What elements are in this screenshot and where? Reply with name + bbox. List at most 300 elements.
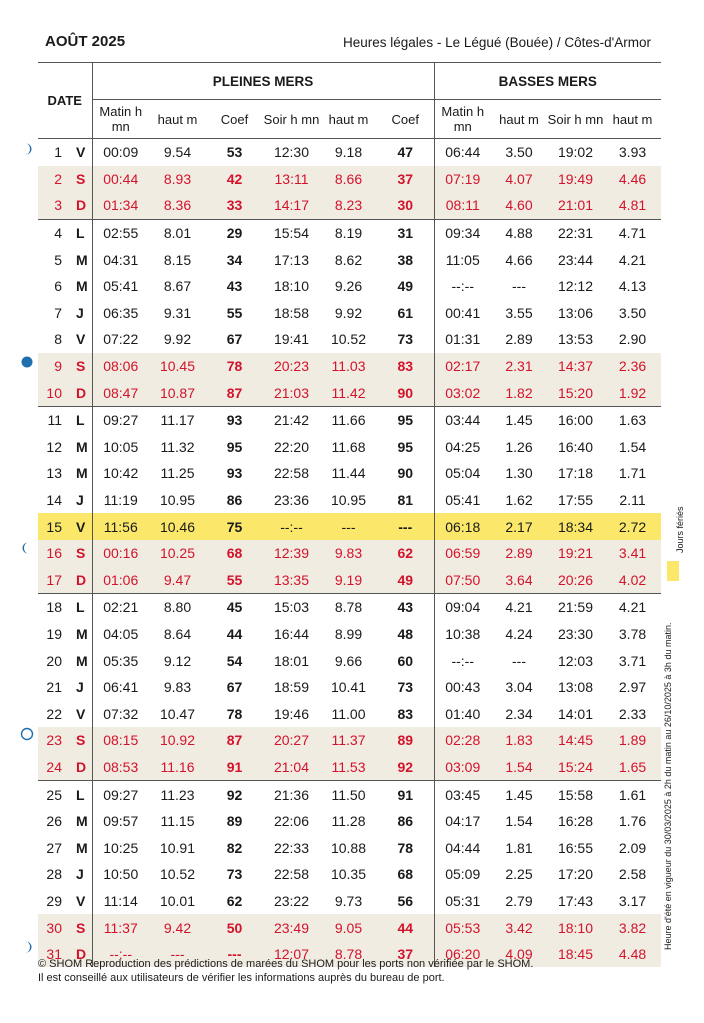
pm-matin-height: 8.93 (149, 166, 206, 193)
pm-matin-height: 11.32 (160, 438, 195, 455)
day-number: 6 (54, 278, 62, 295)
pm-soir-coef: 56 (397, 892, 414, 909)
bm-matin-time: 03:09 (434, 754, 491, 781)
pm-soir-time: 21:42 (263, 406, 320, 433)
bm-soir-height: 2.58 (618, 866, 647, 883)
bm-matin-height: --- (512, 652, 526, 669)
table-row (38, 861, 661, 888)
pm-matin-time: 02:55 (92, 219, 149, 246)
bm-soir-height: 1.71 (618, 465, 647, 482)
day-number: 3 (38, 192, 68, 219)
first-quarter-icon (20, 940, 34, 954)
pm-soir-height: 11.50 (320, 781, 377, 808)
bm-matin-time: 07:19 (434, 166, 491, 193)
bm-matin-height: 3.64 (491, 567, 547, 594)
pm-soir-time: 22:33 (273, 839, 310, 856)
pm-matin-coef: 53 (226, 144, 243, 161)
day-number: 31 (38, 941, 68, 968)
pm-soir-coef: 95 (397, 438, 414, 455)
pm-soir-coef: 37 (377, 941, 434, 968)
pm-soir-height: 11.53 (320, 754, 377, 781)
weekday: M (76, 652, 88, 669)
table-row (38, 460, 661, 487)
bm-matin-time: 04:25 (434, 434, 491, 461)
pm-matin-height: 10.92 (149, 727, 206, 754)
bm-soir-time: 22:31 (547, 219, 604, 246)
weekday: L (68, 781, 92, 808)
table-row (38, 434, 661, 461)
weekday: S (68, 727, 92, 754)
table-row (38, 567, 661, 594)
pm-soir-time: 18:01 (273, 652, 310, 669)
pm-soir-coef: 68 (397, 866, 414, 883)
table-row (38, 487, 661, 514)
pm-matin-height: 8.01 (149, 219, 206, 246)
pm-matin-time: 06:41 (92, 674, 149, 701)
pm-soir-time: 12:30 (273, 144, 310, 161)
tide-table (38, 62, 661, 967)
pm-soir-height: 8.78 (320, 941, 377, 968)
pm-soir-coef: 89 (377, 727, 434, 754)
table-row (38, 406, 661, 433)
pm-matin-time: 09:27 (92, 406, 149, 433)
month-title: AOÛT 2025 (45, 33, 126, 50)
weekday: M (76, 251, 88, 268)
bm-soir-time: 15:58 (547, 781, 604, 808)
table-row (38, 273, 661, 300)
pm-matin-time: 09:57 (92, 808, 149, 835)
holiday-legend-swatch (667, 561, 679, 581)
pm-matin-height: 10.46 (149, 513, 206, 540)
table-row (38, 834, 661, 861)
table-row (38, 219, 661, 246)
footer-line-1: © SHOM Reproduction des prédictions de marées du SHOM pour les ports non vérifiée par le SHOM. (38, 958, 534, 970)
weekday: D (68, 754, 92, 781)
pm-matin-time: 08:53 (92, 754, 149, 781)
bm-soir-height: 1.89 (604, 727, 661, 754)
pm-matin-time: 04:05 (92, 621, 149, 648)
day-number: 1 (54, 144, 62, 161)
pm-matin-time: 05:41 (92, 273, 149, 300)
col-haut: haut m (491, 100, 547, 139)
summer-time-note: Heure d'été en vigueur du 30/03/2025 à 2h du matin au 26/10/2025 à 3h du matin. (663, 622, 673, 950)
bm-soir-time: 23:30 (557, 625, 594, 642)
bm-soir-height: 4.21 (618, 251, 647, 268)
table-row (38, 192, 661, 219)
table-row (38, 727, 661, 754)
day-number: 25 (38, 781, 68, 808)
pm-matin-coef: 75 (206, 513, 263, 540)
bm-matin-time: 02:28 (434, 727, 491, 754)
weekday: L (68, 594, 92, 621)
pm-soir-height: 9.73 (334, 892, 363, 909)
pm-matin-height: 8.67 (163, 278, 192, 295)
weekday: S (68, 540, 92, 567)
table-row (38, 513, 661, 540)
bm-soir-height: 4.48 (604, 941, 661, 968)
pm-soir-coef: 83 (377, 353, 434, 380)
pm-soir-height: 11.03 (320, 353, 377, 380)
table-row (38, 781, 661, 808)
bm-soir-height: 2.97 (618, 679, 647, 696)
pm-soir-time: 23:36 (273, 492, 310, 509)
col-soir: Soir h mn (263, 100, 320, 139)
pm-matin-height: 9.31 (163, 304, 192, 321)
pm-soir-time: 21:03 (263, 379, 320, 406)
pm-matin-coef: 67 (226, 331, 243, 348)
bm-soir-time: 18:34 (547, 513, 604, 540)
bm-matin-time: 10:38 (434, 621, 491, 648)
pm-soir-time: 15:54 (263, 219, 320, 246)
pm-soir-height: 10.52 (330, 331, 367, 348)
table-row (38, 700, 661, 727)
pm-matin-height: 9.47 (149, 567, 206, 594)
pm-matin-time: 02:21 (92, 594, 149, 621)
pm-matin-coef: 67 (226, 679, 243, 696)
weekday: D (68, 379, 92, 406)
pm-soir-height: 10.41 (330, 679, 367, 696)
bm-matin-time: 01:31 (434, 326, 491, 353)
bm-soir-time: 17:43 (557, 892, 594, 909)
pm-matin-coef: 92 (206, 781, 263, 808)
weekday: M (76, 278, 88, 295)
weekday: J (76, 304, 84, 321)
bm-matin-time: 00:41 (434, 300, 491, 327)
last-quarter-icon (20, 541, 34, 555)
bm-matin-time: 06:20 (434, 941, 491, 968)
pm-matin-time: --:-- (92, 941, 149, 968)
pm-soir-coef: 30 (377, 192, 434, 219)
pm-matin-time: 06:35 (92, 300, 149, 327)
pm-matin-coef: 93 (206, 406, 263, 433)
bm-matin-time: 09:04 (434, 594, 491, 621)
bm-matin-time: 08:11 (434, 192, 491, 219)
weekday: S (68, 353, 92, 380)
bm-matin-time: 11:05 (434, 246, 491, 273)
bm-matin-height: 1.82 (491, 379, 547, 406)
pm-matin-time: 11:56 (92, 513, 149, 540)
pm-matin-time: 10:25 (92, 834, 149, 861)
bm-matin-time: 06:18 (434, 513, 491, 540)
weekday: L (68, 406, 92, 433)
pm-matin-coef: 33 (206, 192, 263, 219)
col-soir: Soir h mn (547, 100, 604, 139)
pm-matin-time: 04:31 (92, 246, 149, 273)
bm-matin-height: 4.60 (491, 192, 547, 219)
bm-matin-height: 1.45 (491, 406, 547, 433)
pm-soir-height: 9.26 (334, 278, 363, 295)
pm-matin-height: 10.45 (149, 353, 206, 380)
bm-matin-height: 1.45 (491, 781, 547, 808)
pm-soir-time: 17:13 (273, 251, 310, 268)
pm-soir-height: 11.44 (331, 465, 366, 482)
pm-matin-height: 11.23 (149, 781, 206, 808)
day-number: 8 (54, 331, 62, 348)
col-coef: Coef (206, 100, 263, 139)
pm-soir-time: 18:58 (273, 304, 310, 321)
table-row (38, 674, 661, 701)
day-number: 27 (46, 839, 62, 856)
day-number: 23 (38, 727, 68, 754)
bm-soir-height: 1.61 (604, 781, 661, 808)
weekday: M (76, 465, 88, 482)
pm-matin-height: 10.47 (159, 705, 196, 722)
first-quarter-icon (20, 142, 34, 156)
bm-soir-height: 4.02 (604, 567, 661, 594)
pm-soir-coef: 90 (377, 379, 434, 406)
bm-matin-height: 2.34 (505, 705, 533, 722)
pm-soir-height: 8.62 (334, 251, 363, 268)
table-row (38, 888, 661, 915)
bm-soir-time: 19:21 (547, 540, 604, 567)
pm-matin-time: 10:50 (92, 861, 149, 888)
pm-soir-coef: 81 (397, 492, 414, 509)
bm-matin-height: 2.89 (505, 331, 533, 348)
pm-soir-height: 10.88 (330, 839, 367, 856)
bm-matin-time: 05:09 (434, 861, 491, 888)
pm-matin-coef: 87 (206, 379, 263, 406)
bm-matin-height: 3.42 (491, 914, 547, 941)
pm-matin-coef: 68 (206, 540, 263, 567)
day-number: 5 (54, 251, 62, 268)
day-number: 2 (38, 166, 68, 193)
bm-matin-height: 1.26 (505, 438, 533, 455)
col-matin: Matin h mn (92, 100, 149, 139)
bm-soir-height: 1.76 (618, 813, 647, 830)
pm-soir-time: 19:41 (273, 331, 310, 348)
page-header (45, 33, 651, 55)
pm-soir-time: 21:04 (263, 754, 320, 781)
bm-soir-height: 3.71 (618, 652, 647, 669)
pm-soir-coef: 60 (397, 652, 414, 669)
day-number: 17 (38, 567, 68, 594)
bm-soir-time: 13:53 (557, 331, 594, 348)
day-number: 7 (54, 304, 62, 321)
pm-soir-coef: 61 (397, 304, 414, 321)
bm-soir-time: 23:44 (557, 251, 594, 268)
bm-matin-height: 3.55 (505, 304, 533, 321)
new-moon-icon (20, 727, 34, 741)
pm-soir-coef: 90 (397, 465, 414, 482)
pm-soir-coef: 91 (377, 781, 434, 808)
pm-matin-time: 08:06 (92, 353, 149, 380)
pm-matin-height: 9.12 (163, 652, 192, 669)
weekday: V (76, 705, 86, 722)
bm-matin-time: 02:17 (434, 353, 491, 380)
weekday: J (76, 492, 84, 509)
weekday: M (76, 839, 88, 856)
bm-matin-time: 03:44 (434, 406, 491, 433)
location-title: Heures légales - Le Légué (Bouée) / Côtes-d'Armor (343, 35, 651, 50)
pm-matin-coef: 78 (206, 353, 263, 380)
pm-matin-time: 08:47 (92, 379, 149, 406)
pm-soir-time: 18:10 (273, 278, 310, 295)
weekday: S (68, 914, 92, 941)
weekday: J (76, 679, 84, 696)
pm-matin-height: 10.52 (159, 866, 196, 883)
bm-soir-time: 17:20 (557, 866, 594, 883)
pm-soir-time: 21:36 (263, 781, 320, 808)
pm-soir-height: 9.92 (334, 304, 363, 321)
table-row (38, 326, 661, 353)
bm-matin-time: 06:44 (434, 139, 491, 166)
table-row (38, 808, 661, 835)
day-number: 18 (38, 594, 68, 621)
day-number: 20 (46, 652, 62, 669)
table-row (38, 246, 661, 273)
bm-soir-height: 4.13 (618, 278, 647, 295)
day-number: 29 (46, 892, 62, 909)
pm-matin-time: 00:16 (92, 540, 149, 567)
bm-matin-time: --:-- (434, 647, 491, 674)
bm-matin-time: 07:50 (434, 567, 491, 594)
bm-matin-time: 09:34 (434, 219, 491, 246)
bm-soir-height: 2.36 (604, 353, 661, 380)
pm-matin-height: 9.92 (163, 331, 192, 348)
pm-soir-height: 8.19 (320, 219, 377, 246)
bm-matin-height: --- (512, 278, 526, 295)
bm-matin-height: 4.24 (505, 625, 533, 642)
bm-soir-height: 3.78 (618, 625, 647, 642)
bm-soir-time: 16:00 (547, 406, 604, 433)
pm-soir-time: 23:22 (273, 892, 310, 909)
pm-matin-time: 01:06 (92, 567, 149, 594)
pm-matin-time: 08:15 (92, 727, 149, 754)
pm-matin-height: 11.16 (149, 754, 206, 781)
col-haut: haut m (604, 100, 661, 139)
bm-matin-height: 2.17 (491, 513, 547, 540)
pm-soir-height: 11.28 (331, 813, 366, 830)
weekday: S (68, 166, 92, 193)
pm-matin-time: 05:35 (92, 647, 149, 674)
weekday: D (68, 567, 92, 594)
pm-soir-coef: 37 (377, 166, 434, 193)
bm-soir-height: 4.81 (604, 192, 661, 219)
pm-matin-coef: 54 (226, 652, 243, 669)
pm-matin-time: 07:22 (92, 326, 149, 353)
day-number: 30 (38, 914, 68, 941)
bm-matin-height: 1.54 (491, 754, 547, 781)
pm-matin-coef: 45 (206, 594, 263, 621)
bm-matin-time: --:-- (434, 273, 491, 300)
pm-soir-coef: 47 (397, 144, 414, 161)
pm-soir-height: 11.66 (320, 406, 377, 433)
day-number: 14 (46, 492, 62, 509)
pm-soir-height: 8.66 (320, 166, 377, 193)
footer-line-2: Il est conseillé aux utilisateurs de vérifier les informations auprès du bureau de port. (38, 972, 445, 984)
pm-matin-coef: 95 (226, 438, 243, 455)
pm-soir-height: 11.68 (331, 438, 366, 455)
bm-matin-height: 4.66 (505, 251, 533, 268)
weekday: M (76, 813, 88, 830)
day-number: 12 (46, 438, 62, 455)
pm-soir-time: 19:46 (273, 705, 310, 722)
pm-matin-coef: 29 (206, 219, 263, 246)
table-row (38, 379, 661, 406)
pm-matin-height: 11.15 (160, 813, 195, 830)
pm-soir-height: 8.78 (320, 594, 377, 621)
table-row (38, 300, 661, 327)
bm-matin-time: 00:43 (434, 674, 491, 701)
weekday: V (76, 144, 86, 161)
pleines-mers-header: PLEINES MERS (92, 63, 434, 100)
bm-soir-time: 14:45 (547, 727, 604, 754)
pm-matin-time: 11:19 (92, 487, 149, 514)
pm-soir-coef: 73 (397, 331, 414, 348)
basses-mers-header: BASSES MERS (434, 63, 661, 100)
pm-matin-height: 9.42 (149, 914, 206, 941)
bm-soir-time: 12:12 (557, 278, 594, 295)
pm-soir-coef: 83 (397, 705, 414, 722)
pm-matin-height: 10.01 (159, 892, 196, 909)
day-number: 28 (46, 866, 62, 883)
day-number: 26 (46, 813, 62, 830)
bm-matin-time: 03:02 (434, 379, 491, 406)
table-row (38, 647, 661, 674)
pm-soir-height: 11.00 (331, 705, 366, 722)
pm-soir-coef: 44 (377, 914, 434, 941)
col-haut: haut m (320, 100, 377, 139)
table-row (38, 594, 661, 621)
weekday: J (76, 866, 84, 883)
day-number: 22 (46, 705, 62, 722)
pm-soir-time: 13:35 (263, 567, 320, 594)
pm-matin-height: 8.15 (163, 251, 192, 268)
bm-soir-height: 3.93 (618, 144, 647, 161)
bm-soir-height: 2.33 (618, 705, 647, 722)
bm-soir-height: 1.54 (618, 438, 647, 455)
table-row (38, 540, 661, 567)
bm-matin-height: 2.25 (505, 866, 533, 883)
pm-matin-time: 00:44 (92, 166, 149, 193)
day-number: 24 (38, 754, 68, 781)
pm-soir-time: 12:07 (263, 941, 320, 968)
pm-soir-time: 12:39 (263, 540, 320, 567)
table-row (38, 353, 661, 380)
pm-matin-coef: 73 (226, 866, 243, 883)
pm-matin-coef: 43 (226, 278, 243, 295)
bm-soir-time: 19:02 (557, 144, 594, 161)
bm-matin-time: 05:41 (434, 487, 491, 514)
bm-soir-time: 15:24 (547, 754, 604, 781)
bm-soir-time: 21:01 (547, 192, 604, 219)
table-row (38, 139, 661, 166)
pm-matin-coef: 87 (206, 727, 263, 754)
bm-soir-time: 19:49 (547, 166, 604, 193)
bm-soir-time: 15:20 (547, 379, 604, 406)
pm-matin-coef: 91 (206, 754, 263, 781)
day-number: 11 (38, 406, 68, 433)
pm-matin-time: 10:42 (92, 460, 149, 487)
pm-matin-time: 11:37 (92, 914, 149, 941)
pm-matin-coef: 34 (226, 251, 243, 268)
bm-matin-height: 4.09 (491, 941, 547, 968)
weekday: V (76, 331, 86, 348)
pm-matin-coef: 86 (226, 492, 243, 509)
pm-soir-height: 8.99 (334, 625, 363, 642)
bm-matin-time: 05:31 (434, 888, 491, 915)
pm-soir-coef: 86 (397, 813, 414, 830)
weekday: V (68, 513, 92, 540)
pm-matin-height: 8.80 (149, 594, 206, 621)
bm-soir-height: 1.92 (604, 379, 661, 406)
bm-matin-height: 1.81 (505, 839, 533, 856)
bm-soir-height: 2.72 (604, 513, 661, 540)
pm-matin-height: 10.91 (159, 839, 196, 856)
bm-matin-height: 3.04 (505, 679, 533, 696)
pm-soir-time: 16:44 (273, 625, 310, 642)
pm-matin-coef: 50 (206, 914, 263, 941)
